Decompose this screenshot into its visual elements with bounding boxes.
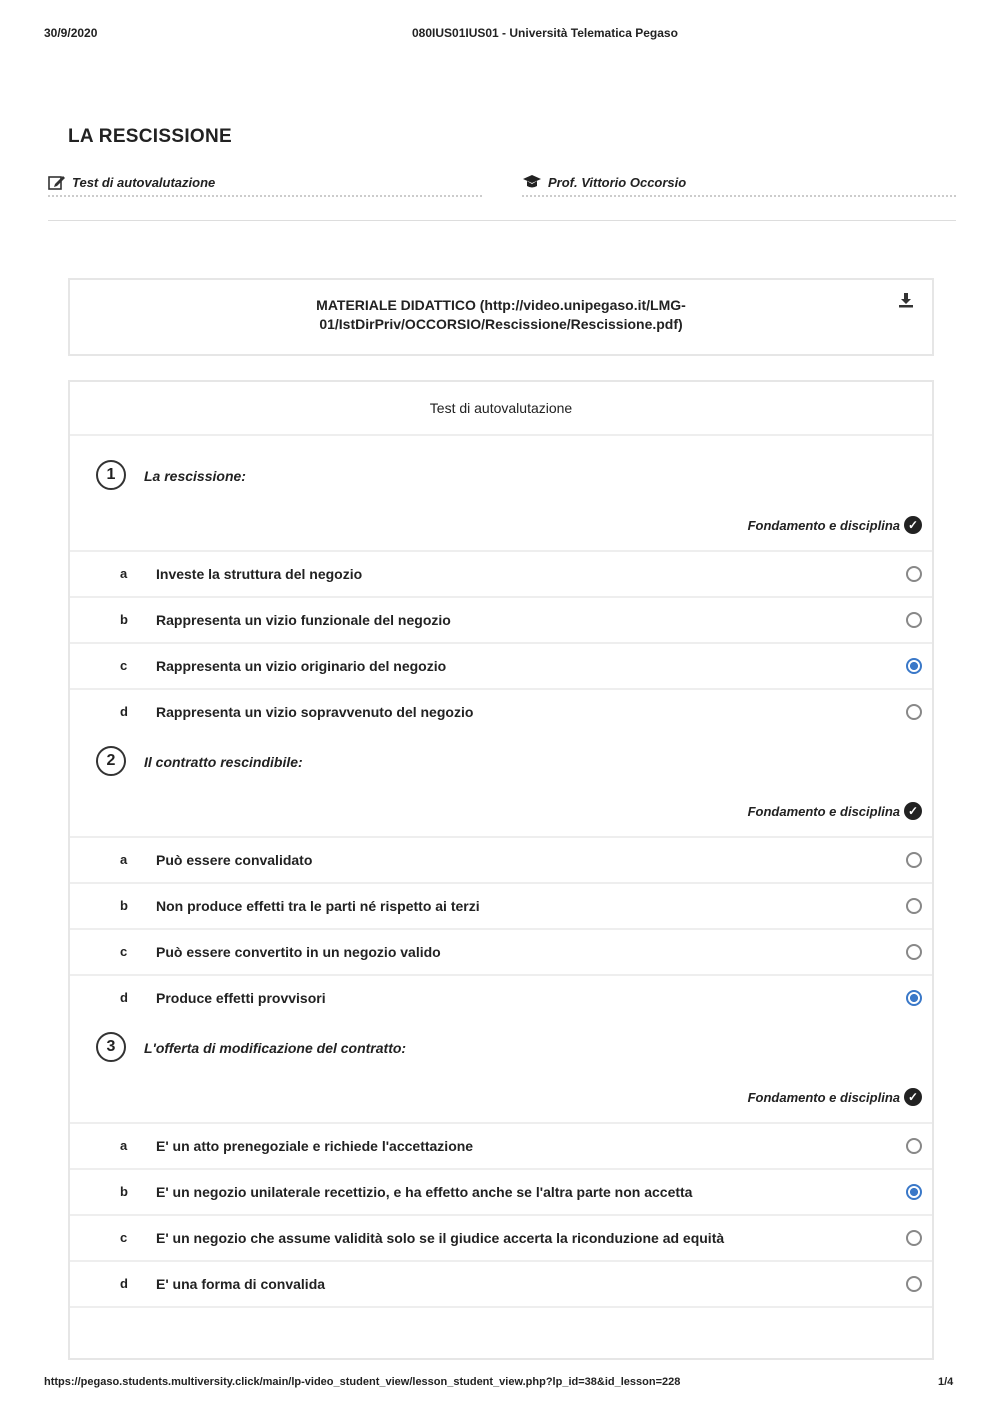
radio-button-selected[interactable] [906,1184,922,1200]
radio-button[interactable] [906,566,922,582]
radio-button[interactable] [906,944,922,960]
check-circle-icon: ✓ [904,516,922,534]
option-row-2a[interactable] [70,836,932,884]
materiale-link[interactable]: MATERIALE DIDATTICO (http://video.unipegaso.it/LMG-01/IstDirPriv/OCCORSIO/Rescissione/Rescissione.pdf) [316,297,686,332]
option-text: Rappresenta un vizio funzionale del negozio [156,612,451,628]
quiz-bottom-divider [70,1306,932,1308]
radio-button[interactable] [906,852,922,868]
page-number: 1/4 [938,1376,954,1388]
materiale-panel [68,278,934,356]
option-row-2d[interactable] [70,974,932,1022]
option-letter: c [120,1230,128,1245]
option-row-3d[interactable] [70,1260,932,1308]
radio-button-selected[interactable] [906,990,922,1006]
question-text-1: La rescissione: [144,468,246,484]
option-text: E' un negozio che assume validità solo se il giudice accerta la riconduzione ad equità [156,1230,725,1246]
header-divider [48,220,956,221]
option-text: Rappresenta un vizio originario del negozio [156,658,447,674]
option-letter: c [120,658,128,673]
radio-button-selected[interactable] [906,658,922,674]
radio-button[interactable] [906,1138,922,1154]
option-row-1b[interactable] [70,596,932,644]
meta-underline-right [522,195,956,197]
meta-underline-left [48,195,482,197]
option-text: E' una forma di convalida [156,1276,326,1292]
option-row-1c[interactable] [70,642,932,690]
test-label: Test di autovalutazione [72,174,216,190]
option-text: E' un atto prenegoziale e richiede l'accettazione [156,1138,474,1154]
radio-button[interactable] [906,704,922,720]
radio-button[interactable] [906,898,922,914]
radio-button[interactable] [906,612,922,628]
option-row-2c[interactable] [70,928,932,976]
category-label: Fondamento e disciplina [747,517,900,533]
check-circle-icon: ✓ [904,1088,922,1106]
test-link[interactable] [48,174,215,190]
option-row-1a[interactable] [70,550,932,598]
print-date: 30/9/2020 [44,26,98,40]
prof-label: Prof. Vittorio Occorsio [548,174,687,190]
option-row-3c[interactable] [70,1214,932,1262]
question-category-2 [748,802,922,820]
question-category-3 [748,1088,922,1106]
page-title: LA RESCISSIONE [68,126,232,147]
question-text-2: Il contratto rescindibile: [144,754,303,770]
radio-button[interactable] [906,1230,922,1246]
quiz-title-divider [70,434,932,436]
option-text: Rappresenta un vizio sopravvenuto del negozio [156,704,474,720]
quiz-panel [68,380,934,1360]
option-text: Può essere convalidato [156,852,313,868]
option-letter: a [120,566,128,581]
prof-info [522,174,686,190]
option-letter: d [120,990,128,1005]
footer-url: https://pegaso.students.multiversity.click/main/lp-video_student_view/lesson_student_view.php?lp_id=38&id_lesson=228 [44,1376,681,1388]
option-letter: a [120,852,128,867]
question-text-3: L'offerta di modificazione del contratto: [144,1040,407,1056]
category-label: Fondamento e disciplina [747,803,900,819]
question-number-2: 2 [96,746,126,776]
option-row-3b[interactable] [70,1168,932,1216]
option-letter: a [120,1138,128,1153]
check-circle-icon: ✓ [904,802,922,820]
option-letter: d [120,704,128,719]
window-title: 080IUS01IUS01 - Università Telematica Pegaso [412,26,678,40]
question-number-3: 3 [96,1032,126,1062]
download-icon[interactable] [898,292,914,308]
option-text: Investe la struttura del negozio [156,566,363,582]
option-letter: c [120,944,128,959]
quiz-title: Test di autovalutazione [429,400,573,416]
edit-icon [48,174,66,190]
option-row-3a[interactable] [70,1122,932,1170]
graduation-cap-icon [522,174,542,190]
option-row-2b[interactable] [70,882,932,930]
question-number-1: 1 [96,460,126,490]
option-letter: b [120,1184,128,1199]
option-letter: b [120,898,128,913]
question-category-1 [748,516,922,534]
option-text: Può essere convertito in un negozio valido [156,944,441,960]
radio-button[interactable] [906,1276,922,1292]
option-letter: b [120,612,128,627]
option-text: E' un negozio unilaterale recettizio, e ha effetto anche se l'altra parte non accetta [156,1184,693,1200]
category-label: Fondamento e disciplina [747,1089,900,1105]
option-row-1d[interactable] [70,688,932,736]
option-text: Non produce effetti tra le parti né rispetto ai terzi [156,898,480,914]
option-letter: d [120,1276,128,1291]
option-text: Produce effetti provvisori [156,990,326,1006]
